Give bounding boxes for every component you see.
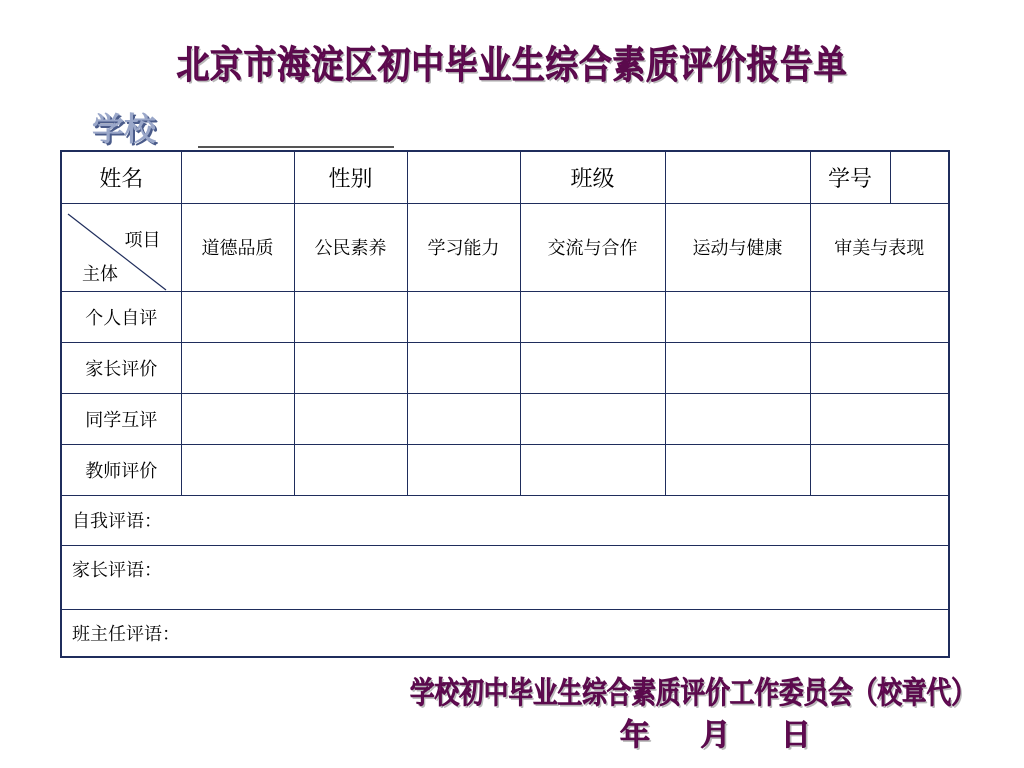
category-header: 交流与合作 — [520, 203, 665, 291]
student-info-row — [61, 151, 949, 203]
score-cell[interactable] — [520, 291, 665, 342]
parent-comment-row — [61, 545, 949, 609]
evaluation-form-table — [60, 150, 950, 658]
score-cell[interactable] — [294, 393, 407, 444]
score-cell[interactable] — [181, 444, 294, 495]
self-comment-field[interactable]: 自我评语： — [61, 495, 949, 545]
diagonal-line — [62, 204, 182, 292]
date-line: 年 月 日 — [620, 718, 811, 753]
evaluation-row — [61, 291, 949, 342]
item-label: 项目 — [124, 229, 161, 251]
evaluation-row — [61, 393, 949, 444]
category-header: 公民素养 — [294, 203, 407, 291]
score-cell[interactable] — [665, 444, 810, 495]
score-cell[interactable] — [294, 291, 407, 342]
score-cell[interactable] — [520, 393, 665, 444]
school-name-blank[interactable] — [198, 146, 394, 148]
name-field[interactable] — [181, 151, 294, 203]
category-header: 道德品质 — [181, 203, 294, 291]
student-id-field[interactable] — [890, 151, 949, 203]
score-cell[interactable] — [181, 393, 294, 444]
category-header-row — [61, 203, 949, 291]
score-cell[interactable] — [294, 444, 407, 495]
category-header: 学习能力 — [407, 203, 520, 291]
score-cell[interactable] — [407, 393, 520, 444]
head-teacher-comment-row — [61, 609, 949, 657]
school-label: 学校 — [92, 110, 157, 148]
score-cell[interactable] — [407, 342, 520, 393]
score-cell[interactable] — [810, 291, 949, 342]
parent-comment-field[interactable]: 家长评语： — [61, 545, 949, 609]
subject-label: 主体 — [82, 263, 118, 285]
self-comment-row — [61, 495, 949, 545]
score-cell[interactable] — [520, 342, 665, 393]
class-label: 班级 — [520, 151, 665, 203]
score-cell[interactable] — [181, 291, 294, 342]
score-cell[interactable] — [665, 393, 810, 444]
name-label: 姓名 — [61, 151, 181, 203]
score-cell[interactable] — [810, 342, 949, 393]
diagonal-header-cell — [61, 203, 181, 291]
class-field[interactable] — [665, 151, 810, 203]
student-id-label: 学号 — [810, 151, 890, 203]
evaluation-row — [61, 444, 949, 495]
category-header: 审美与表现 — [810, 203, 949, 291]
score-cell[interactable] — [665, 291, 810, 342]
score-cell[interactable] — [520, 444, 665, 495]
head-teacher-comment-field[interactable]: 班主任评语： — [61, 609, 949, 657]
score-cell[interactable] — [181, 342, 294, 393]
score-cell[interactable] — [665, 342, 810, 393]
gender-label: 性别 — [294, 151, 407, 203]
evaluator-label: 家长评价 — [61, 342, 181, 393]
score-cell[interactable] — [407, 444, 520, 495]
evaluator-label: 教师评价 — [61, 444, 181, 495]
committee-signature: 学校初中毕业生综合素质评价工作委员会（校章代） — [410, 676, 976, 711]
gender-field[interactable] — [407, 151, 520, 203]
score-cell[interactable] — [407, 291, 520, 342]
score-cell[interactable] — [810, 393, 949, 444]
evaluator-label: 个人自评 — [61, 291, 181, 342]
score-cell[interactable] — [810, 444, 949, 495]
score-cell[interactable] — [294, 342, 407, 393]
category-header: 运动与健康 — [665, 203, 810, 291]
page-title: 北京市海淀区初中毕业生综合素质评价报告单 — [176, 43, 848, 87]
evaluator-label: 同学互评 — [61, 393, 181, 444]
evaluation-row — [61, 342, 949, 393]
